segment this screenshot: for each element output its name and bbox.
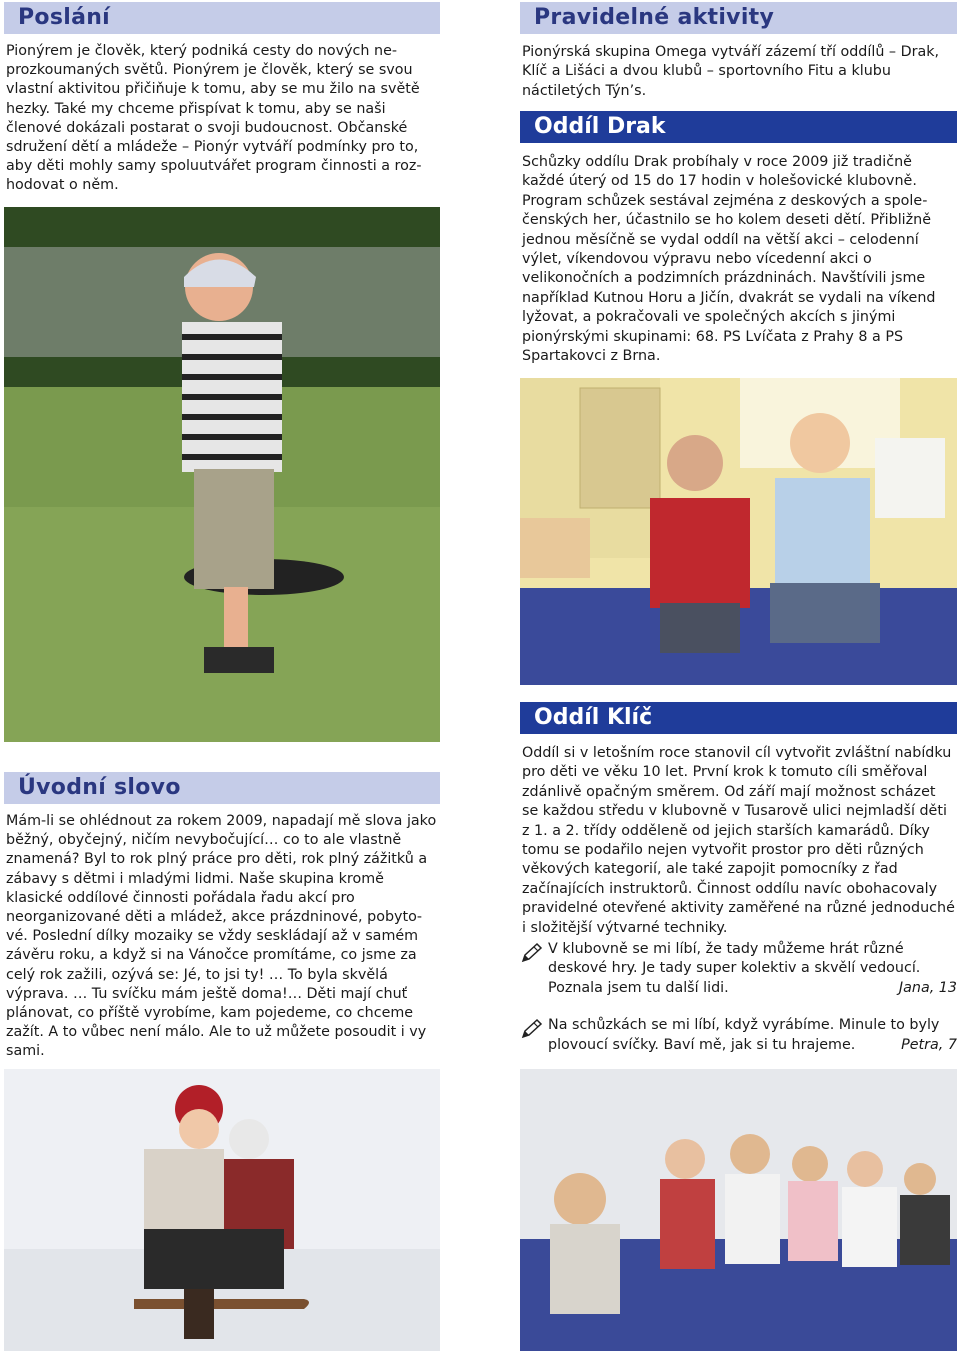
- photo-kids-sitting: [520, 378, 957, 685]
- section-oddil-drak: [520, 111, 957, 366]
- quote-1-author: Jana, 13: [898, 979, 957, 996]
- quote-2-author: Petra, 7: [901, 1036, 957, 1053]
- section-poslani: [4, 2, 440, 196]
- quote-2: [520, 1016, 957, 1055]
- heading-oddil-klic: Oddíl Klíč: [520, 702, 957, 734]
- pencil-icon: [520, 942, 544, 964]
- text-uvodni-slovo: Mám-li se ohlédnout za rokem 2009, napadají mě slova jako běžný, obyčejný, ničím nevybočující… co to ale vlastně znamená? Byl to rok plný práce pro děti, rok plný zážitků a zábavy s dětmi i mladými lidmi. Naše skupina kromě klasické oddílové činnosti pořádala řadu akcí pro neorganizované děti a mládež, akce prázdninové, pobytové. Poslední dílky mozaiky se vždy seskládají až v samém závěru roku, a když si na Vánočce promítáme, co jsme za celý rok zažili, ozývá se: Jé, to jsi ty! … To byla skvělá výprava. … Tu svíčku mám ještě doma!… Děti mají chuť plánovat, co příště vyrobíme, kam pojedeme, co chceme zažít. A to vůbec není málo. Ale to už můžete posoudit i vy sami.: [6, 813, 437, 1060]
- heading-uvodni-slovo: Úvodní slovo: [4, 772, 440, 804]
- photo-boy-petanque: [4, 207, 440, 742]
- quote-1: [520, 940, 957, 998]
- photo-group-floor: [520, 1069, 957, 1351]
- heading-oddil-drak: Oddíl Drak: [520, 111, 957, 143]
- pencil-icon: [520, 1018, 544, 1040]
- section-oddil-klic: [520, 702, 957, 1055]
- photo-sled-snow: [4, 1069, 440, 1351]
- quote-1-text: V klubovně se mi líbí, že tady můžeme hrát různé deskové hry. Je tady super kolektiv a skvělí vedoucí. Poznala jsem tu další lidi.: [548, 941, 921, 996]
- heading-poslani: Poslání: [4, 2, 440, 34]
- text-oddil-klic: Oddíl si v letošním roce stanovil cíl vytvořit zvláštní nabídku pro děti ve věku 10 let. První krok k tomuto cíli směřoval zdánlivě opačným směrem. Od září mají možnost scházet se každou středu v klubovně v Tusarově ulici nejmladší děti z 1. a 2. třídy odděleně od jejich starších kamarádů. Díky tomu se podařilo nejen vytvořit prostor pro děti různých věkových kategorií, ale také zapojit pomocníky z řad začínajících instruktorů. Činnost oddílu navíc obohacovaly pravidelné otevřené aktivity zaměřené na různé jednoduché i složitější výtvarné techniky.: [522, 745, 955, 936]
- text-poslani: Pionýrem je člověk, který podniká cesty do nových neprozkoumaných světů. Pionýrem je člověk, který se svou vlastní aktivitou přičiňuje k tomu, aby se mu žilo na světě hezky. Také my chceme přispívat k tomu, aby se naši členové dokázali postarat o svoji budoucnost. Občanské sdružení dětí a mládeže – Pionýr vytváří podmínky pro to, aby děti mohly samy spoluutvářet program činnosti a rozhodovat o něm.: [6, 43, 422, 194]
- section-pravidelne-aktivity: [520, 2, 957, 101]
- text-oddil-drak: Schůzky oddílu Drak probíhaly v roce 2009 již tradičně každé úterý od 15 do 17 hodin v holešovické klubovně. Program schůzek sestával zejména z deskových a společenských her, účastnilo se ho kolem deseti dětí. Přibližně jednou měsíčně se vydal oddíl na větší akci – celodenní výlet, víkendovou výpravu nebo vícedenní akci o velikonočních a podzimních prázdninách. Navštívili jsme například Kutnou Horu a Jičín, dvakrát se vydali na víkend lyžovat, a pokračovali ve společných akcích s jinými pionýrskými skupinami: 68. PS Lvíčata z Prahy 8 a PS Spartakovci z Brna.: [522, 154, 936, 365]
- text-pravidelne-aktivity: Pionýrská skupina Omega vytváří zázemí tří oddílů – Drak, Klíč a Lišáci a dvou klubů – sportovního Fitu a klubu náctiletých Týn’s.: [522, 44, 940, 99]
- heading-pravidelne-aktivity: Pravidelné aktivity: [520, 2, 957, 34]
- quote-2-text: Na schůzkách se mi líbí, když vyrábíme. Minule to byly plovoucí svíčky. Baví mě, jak si tu hrajeme.: [548, 1017, 940, 1053]
- section-uvodni-slovo: [4, 772, 440, 1062]
